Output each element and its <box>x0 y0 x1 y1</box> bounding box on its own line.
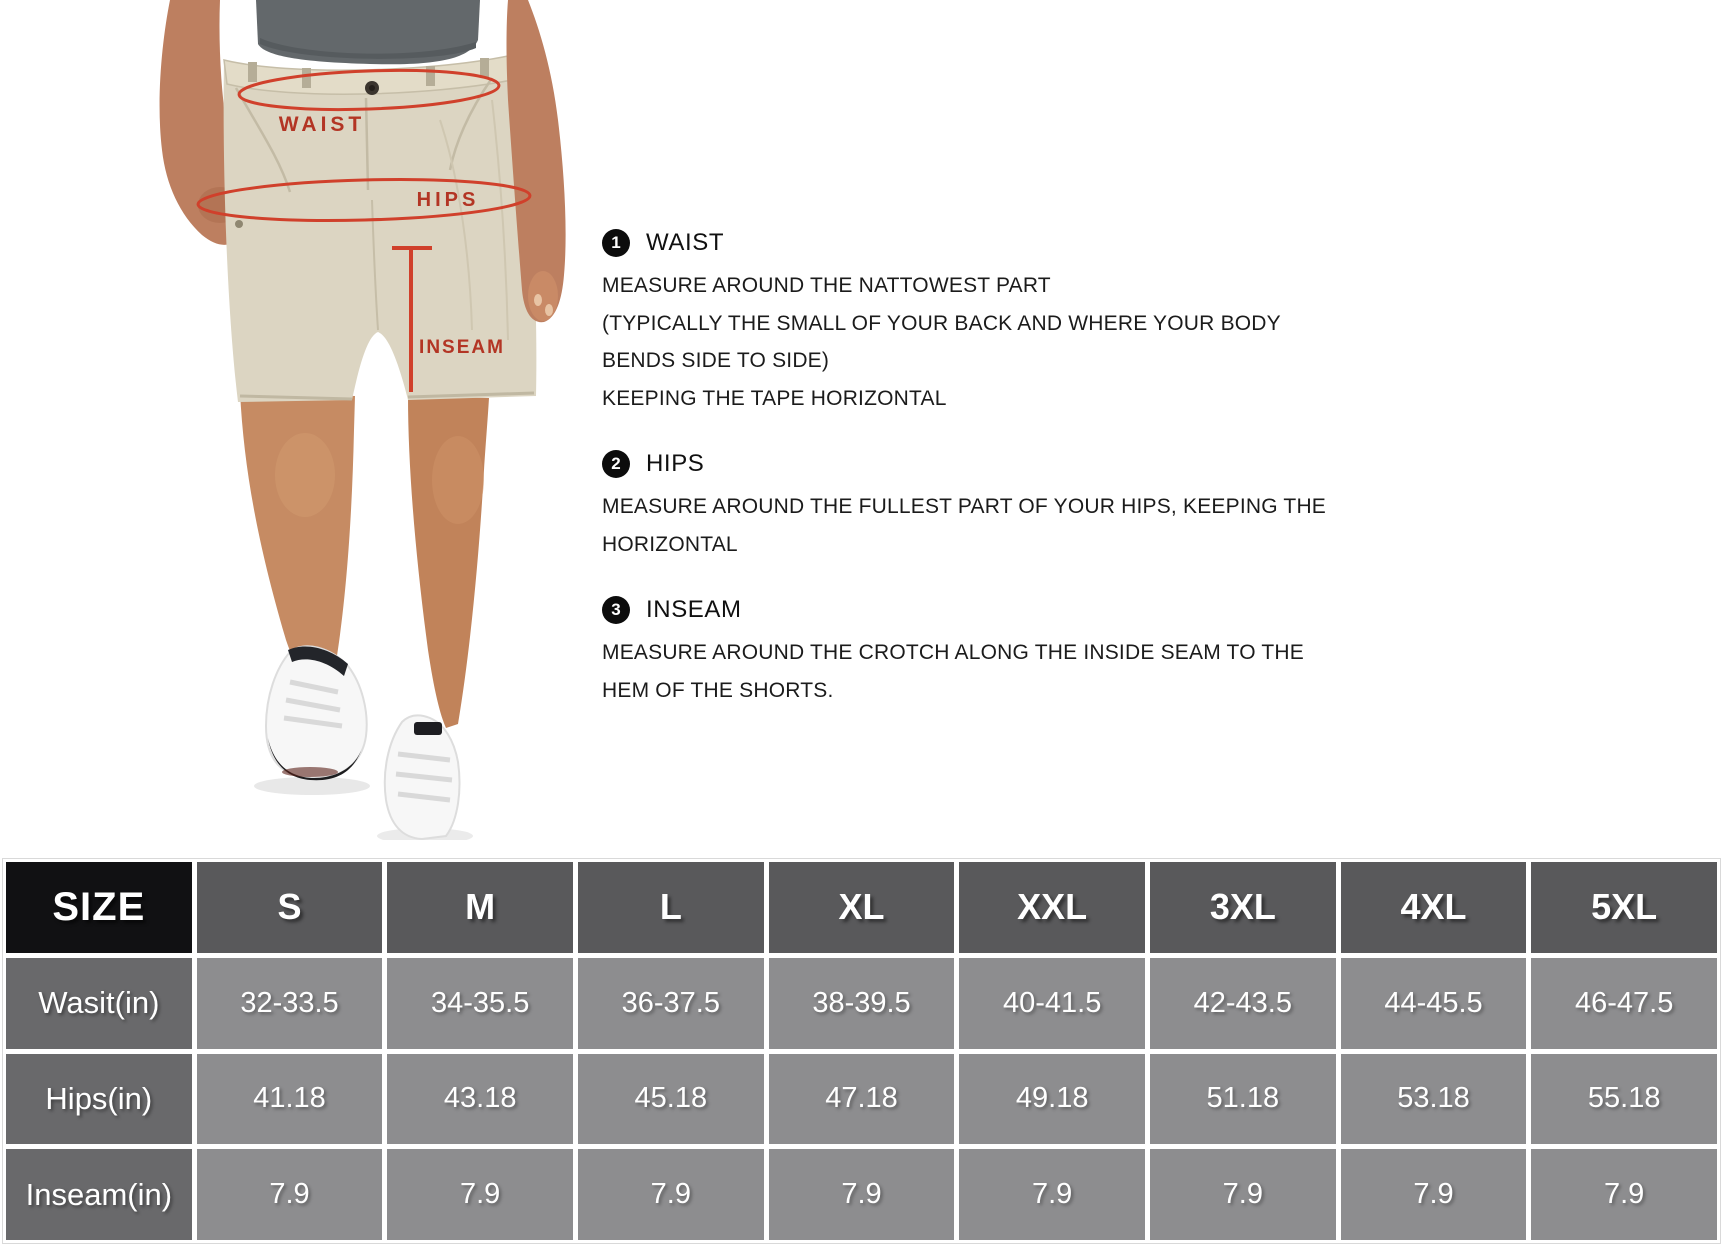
shorts-button-center <box>369 85 375 91</box>
belt-loop <box>302 68 311 88</box>
step-2-badge: 2 <box>602 450 630 478</box>
instruction-block-inseam <box>602 593 1392 709</box>
instruction-title-waist: WAIST <box>646 229 725 256</box>
instruction-line: MEASURE AROUND THE CROTCH ALONG THE INSIDE SEAM TO THE <box>602 641 1304 664</box>
size-chart-table <box>2 858 1721 1244</box>
waist-value-4xl: 44-45.5 <box>1341 958 1527 1049</box>
belt-loop <box>248 62 257 82</box>
table-header-l: L <box>578 862 764 953</box>
waist-value-xxl: 40-41.5 <box>959 958 1145 1049</box>
left-shoe-sole-accent <box>282 767 338 777</box>
table-header-5xl: 5XL <box>1531 862 1717 953</box>
left-shoe <box>266 646 367 778</box>
inseam-value-3xl: 7.9 <box>1150 1149 1336 1240</box>
instruction-block-waist <box>602 226 1392 417</box>
hips-value-l: 45.18 <box>578 1054 764 1145</box>
hips-value-5xl: 55.18 <box>1531 1054 1717 1145</box>
instruction-title-inseam: INSEAM <box>646 596 742 623</box>
instruction-line: HEM OF THE SHORTS. <box>602 678 834 702</box>
hips-value-3xl: 51.18 <box>1150 1054 1336 1145</box>
right-shoe-tongue-label <box>414 722 442 735</box>
table-header-xl: XL <box>769 862 955 953</box>
inseam-value-5xl: 7.9 <box>1531 1149 1717 1240</box>
row-label-waist: Wasit(in) <box>6 958 192 1049</box>
hips-value-xxl: 49.18 <box>959 1054 1145 1145</box>
waist-value-l: 36-37.5 <box>578 958 764 1049</box>
instruction-heading <box>602 226 1392 260</box>
hips-value-4xl: 53.18 <box>1341 1054 1527 1145</box>
waist-value-s: 32-33.5 <box>197 958 383 1049</box>
waist-value-xl: 38-39.5 <box>769 958 955 1049</box>
waist-annotation-label: WAIST <box>278 113 366 136</box>
waist-value-3xl: 42-43.5 <box>1150 958 1336 1049</box>
inseam-value-m: 7.9 <box>387 1149 573 1240</box>
instruction-line: KEEPING THE TAPE HORIZONTAL <box>602 386 947 410</box>
right-hand <box>528 271 558 321</box>
table-header-m: M <box>387 862 573 953</box>
hips-value-xl: 47.18 <box>769 1054 955 1145</box>
instruction-title-hips: HIPS <box>646 450 705 477</box>
instruction-line: MEASURE AROUND THE NATTOWEST PART <box>602 274 1051 297</box>
waist-value-5xl: 46-47.5 <box>1531 958 1717 1049</box>
instruction-line: HORIZONTAL <box>602 532 738 556</box>
hips-value-s: 41.18 <box>197 1054 383 1145</box>
instruction-heading <box>602 593 1392 627</box>
zipper-pull <box>235 220 243 228</box>
table-corner-size: SIZE <box>6 862 192 953</box>
model-photo <box>140 0 610 840</box>
instruction-block-hips <box>602 447 1392 563</box>
belt-loop <box>426 66 435 86</box>
waist-value-m: 34-35.5 <box>387 958 573 1049</box>
table-header-4xl: 4XL <box>1341 862 1527 953</box>
belt-loop <box>480 58 489 78</box>
inseam-value-xl: 7.9 <box>769 1149 955 1240</box>
hips-annotation-label: HIPS <box>416 189 480 211</box>
row-label-inseam: Inseam(in) <box>6 1149 192 1240</box>
inseam-value-xxl: 7.9 <box>959 1149 1145 1240</box>
inseam-value-s: 7.9 <box>197 1149 383 1240</box>
right-knee-highlight <box>432 436 484 524</box>
row-label-hips: Hips(in) <box>6 1054 192 1145</box>
measurement-instructions <box>602 226 1392 739</box>
instruction-line: BENDS SIDE TO SIDE) <box>602 349 830 372</box>
inseam-annotation-label: INSEAM <box>419 337 505 358</box>
step-3-badge: 3 <box>602 596 630 624</box>
step-1-badge: 1 <box>602 229 630 257</box>
inseam-value-4xl: 7.9 <box>1341 1149 1527 1240</box>
instruction-line: (TYPICALLY THE SMALL OF YOUR BACK AND WHERE YOUR BODY <box>602 311 1281 335</box>
inseam-value-l: 7.9 <box>578 1149 764 1240</box>
left-knee-highlight <box>275 433 335 517</box>
fingernail <box>534 294 542 306</box>
table-header-3xl: 3XL <box>1150 862 1336 953</box>
table-header-s: S <box>197 862 383 953</box>
hips-value-m: 43.18 <box>387 1054 573 1145</box>
instruction-heading <box>602 447 1392 481</box>
left-leg <box>240 392 355 668</box>
fingernail <box>545 304 553 316</box>
table-header-xxl: XXL <box>959 862 1145 953</box>
instruction-line: MEASURE AROUND THE FULLEST PART OF YOUR HIPS, KEEPING THE <box>602 495 1327 518</box>
